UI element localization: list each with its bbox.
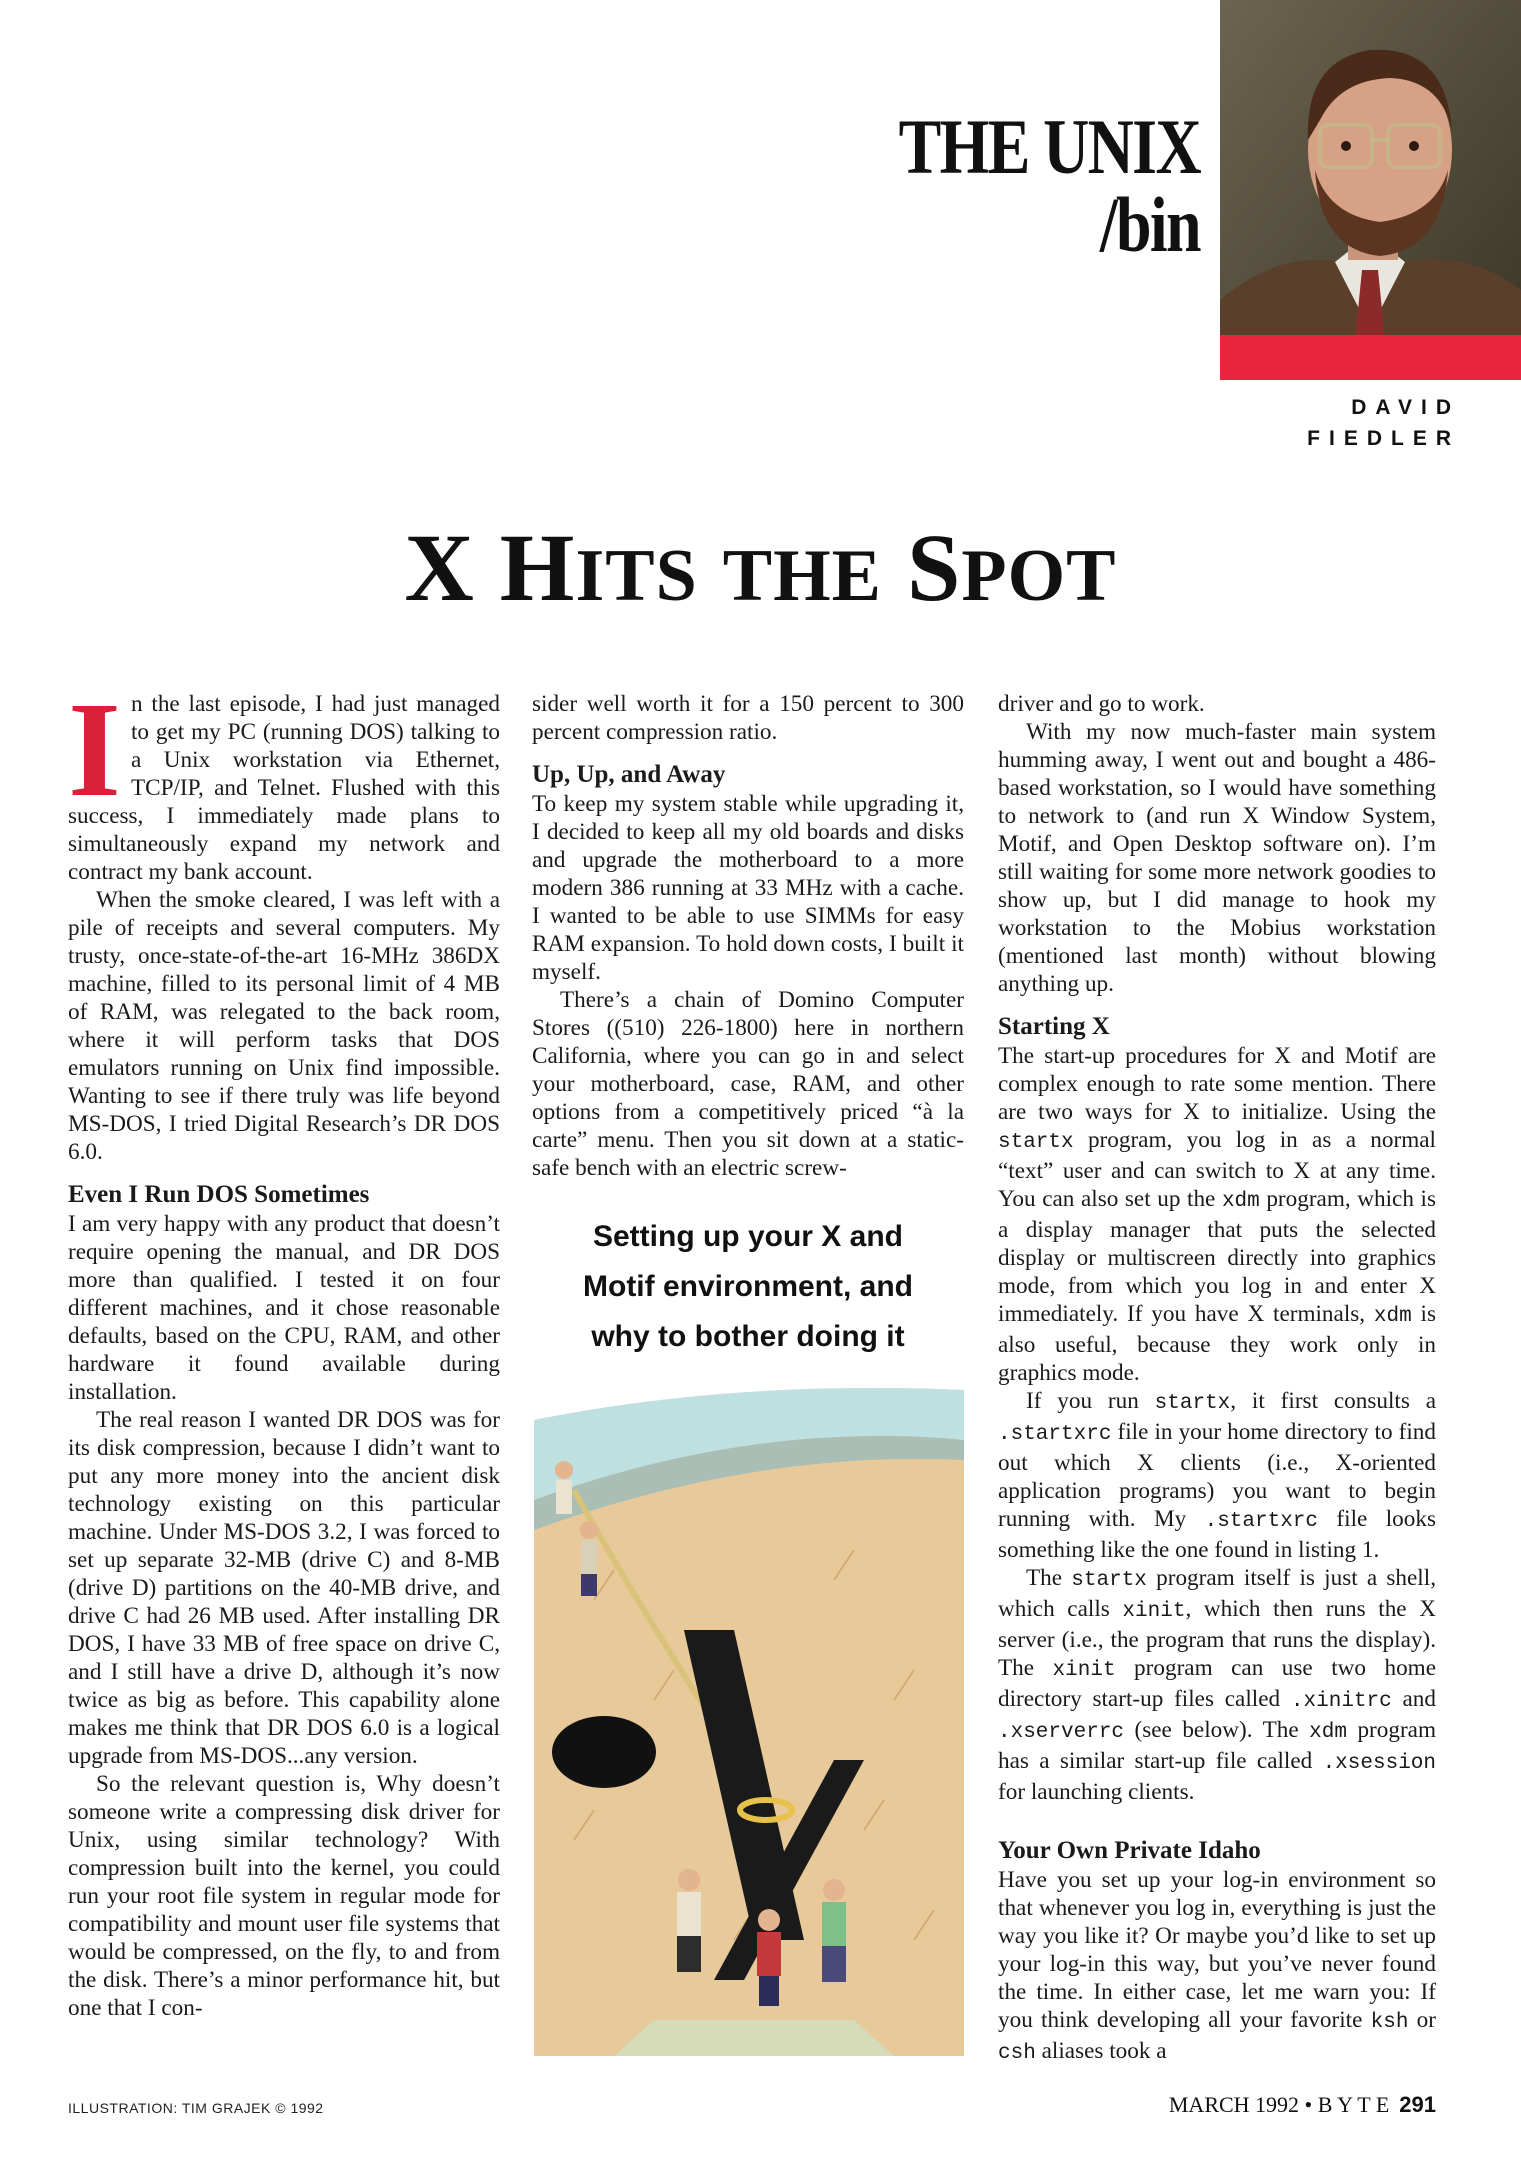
paragraph: So the relevant question is, Why doesn’t someone write a compressing disk driver for Unix, using similar technology? With compression built into the kernel, you could run your root file system in regular mode for compatibility and mount user file systems that would be compressed, on the fly, to and from the disk. There’s a minor performance hit, but one that I con- <box>68 1771 500 2021</box>
code-xdm: xdm <box>1373 1305 1412 1328</box>
paragraph: If you run startx, it first consults a .startxrc file in your home directory to find out which X clients (i.e., X-oriented application programs) you want to begin running with. My .startxrc file looks something like the one found in listing 1. <box>998 1388 1436 1563</box>
paragraph: The startx program itself is just a shell, which calls xinit, which then runs the X server (i.e., the program that runs the display). The xinit program can use two home directory start-up files called .xinitrc and .xserverrc (see below). The xdm program has a similar start-up file called .xsession for launching clients. <box>998 1565 1436 1805</box>
article-column-1 <box>68 675 500 2022</box>
section-heading: Starting X <box>998 1013 1110 1040</box>
drop-cap: I <box>68 675 121 825</box>
page-footer <box>1000 2092 1436 2118</box>
code-xdm: xdm <box>1309 1721 1347 1744</box>
article-headline <box>0 514 1521 621</box>
paragraph: To keep my system stable while upgrading it, I decided to keep all my old boards and disks and upgrade the motherboard to a more modern 386 running at 33 MHz with a cache. I wanted to be able to use SIMMs for easy RAM expansion. To hold down costs, I built it myself. <box>532 791 964 985</box>
author-last-name: FIEDLER <box>1307 427 1460 450</box>
paragraph: I am very happy with any product that doesn’t require opening the manual, and DR DOS more than qualified. I tested it on four different machines, and it chose reasonable defaults, based on the CPU, RAM, and other hardware it found available during installation. <box>68 1211 500 1405</box>
headline-its: ITS <box>575 535 698 617</box>
author-portrait <box>1220 0 1521 380</box>
paragraph: The start-up procedures for X and Motif are complex enough to rate some mention. There are two ways for X to initialize. Using the startx program, you log in as a normal “text” user and can switch to X at any time. You can also set up the xdm program, which is a display manager that puts the selected display or multiscreen directly into graphics mode, from which you log in and enter X immediately. If you have X terminals, xdm is also useful, because they work only in graphics mode. <box>998 1043 1436 1386</box>
paragraph: sider well worth it for a 150 percent to 300 percent compression ratio. <box>532 691 964 745</box>
section-heading: Your Own Private Idaho <box>998 1837 1261 1864</box>
code-startx: startx <box>1154 1392 1231 1415</box>
code-startxrc: .startxrc <box>1204 1510 1319 1533</box>
paragraph: With my now much-faster main system humming away, I went out and bought a 486-based workstation, so I would have something to network to (and run X Window System, Motif, and Open Desktop software on). I’m still waiting for some more network goodies to show up, but I did manage to hook my workstation to the Mobius workstation (mentioned last month) without blowing anything up. <box>998 719 1436 997</box>
x-tug-of-war-illustration-icon <box>534 1380 964 2056</box>
paragraph-text: n the last episode, I had just managed to get my PC (running DOS) talking to a Unix workstation via Ethernet, TCP/IP, and Telnet. Flushed with this success, I immediately made plans to simultaneously expand my network and contract my bank account. <box>68 691 500 885</box>
code-xinit: xinit <box>1122 1600 1186 1623</box>
article-illustration <box>534 1380 964 2056</box>
headline-h: H <box>499 514 576 621</box>
code-xserverrc: .xserverrc <box>998 1721 1125 1744</box>
code-startx: startx <box>1071 1569 1147 1592</box>
column-title: THE UNIX /bin <box>898 103 1200 268</box>
headline-pot: POT <box>961 535 1117 617</box>
paragraph <box>68 675 500 886</box>
deck-line: why to bother doing it <box>591 1320 905 1353</box>
issue-label: MARCH 1992 • B Y T E <box>1168 2092 1390 2117</box>
article-column-2 <box>532 690 964 1182</box>
headline-s: S <box>907 514 962 621</box>
code-csh: csh <box>998 2042 1036 2065</box>
code-ksh: ksh <box>1370 2011 1409 2034</box>
section-heading: Even I Run DOS Sometimes <box>68 1181 370 1208</box>
deck-line: Setting up your X and <box>592 1220 903 1253</box>
paragraph: There’s a chain of Domino Computer Stores ((510) 226-1800) here in northern California, where you can go in and select your motherboard, case, RAM, and other options from a competitively priced “à la carte” menu. Then you sit down at a static-safe bench with an electric screw- <box>532 987 964 1181</box>
code-xinitrc: .xinitrc <box>1290 1690 1392 1713</box>
section-heading: Up, Up, and Away <box>532 761 726 788</box>
code-xsession: .xsession <box>1322 1752 1436 1775</box>
author-first-name: DAVID <box>1351 396 1460 419</box>
page-number: 291 <box>1399 2092 1436 2117</box>
code-startxrc: .startxrc <box>998 1423 1112 1446</box>
code-xinit: xinit <box>1052 1659 1116 1682</box>
paragraph: driver and go to work. <box>998 691 1205 717</box>
portrait-photo-icon <box>1220 0 1521 380</box>
headline-the: THE <box>722 535 883 617</box>
headline-x: X <box>404 514 475 621</box>
author-byline <box>1180 392 1460 454</box>
paragraph: Have you set up your log-in environment so that whenever you log in, everything is just the way you like it? Or maybe you’d like to set up your log-in this way, but you’ve never found the time. In either case, let me warn you: If you think developing all your favorite ksh or csh aliases took a <box>998 1867 1436 2065</box>
paragraph: When the smoke cleared, I was left with a pile of receipts and several computers. My trusty, once-state-of-the-art 16-MHz 386DX machine, filled to its personal limit of 4 MB of RAM, was relegated to the back room, where it will perform tasks that DOS emulators running on Unix find impossible. Wanting to see if there truly was life beyond MS-DOS, I tried Digital Research’s DR DOS 6.0. <box>68 887 500 1165</box>
article-deck <box>548 1212 948 1362</box>
article-column-3 <box>998 690 1436 2068</box>
code-xdm: xdm <box>1221 1190 1260 1213</box>
paragraph: The real reason I wanted DR DOS was for its disk compression, because I didn’t want to put any more money into the ancient disk technology existing on this particular machine. Under MS-DOS 3.2, I was forced to set up separate 32-MB (drive C) and 8-MB (drive D) partitions on the 40-MB drive, and drive C had 26 MB used. After installing DR DOS, I have 33 MB of free space on drive C, and I still have a drive D, although it’s now twice as big as before. This capability alone makes me think that DR DOS 6.0 is a logical upgrade from MS-DOS...any version. <box>68 1407 500 1769</box>
code-startx: startx <box>998 1131 1074 1154</box>
illustration-credit: ILLUSTRATION: TIM GRAJEK © 1992 <box>68 2100 324 2116</box>
deck-line: Motif environment, and <box>583 1270 913 1303</box>
